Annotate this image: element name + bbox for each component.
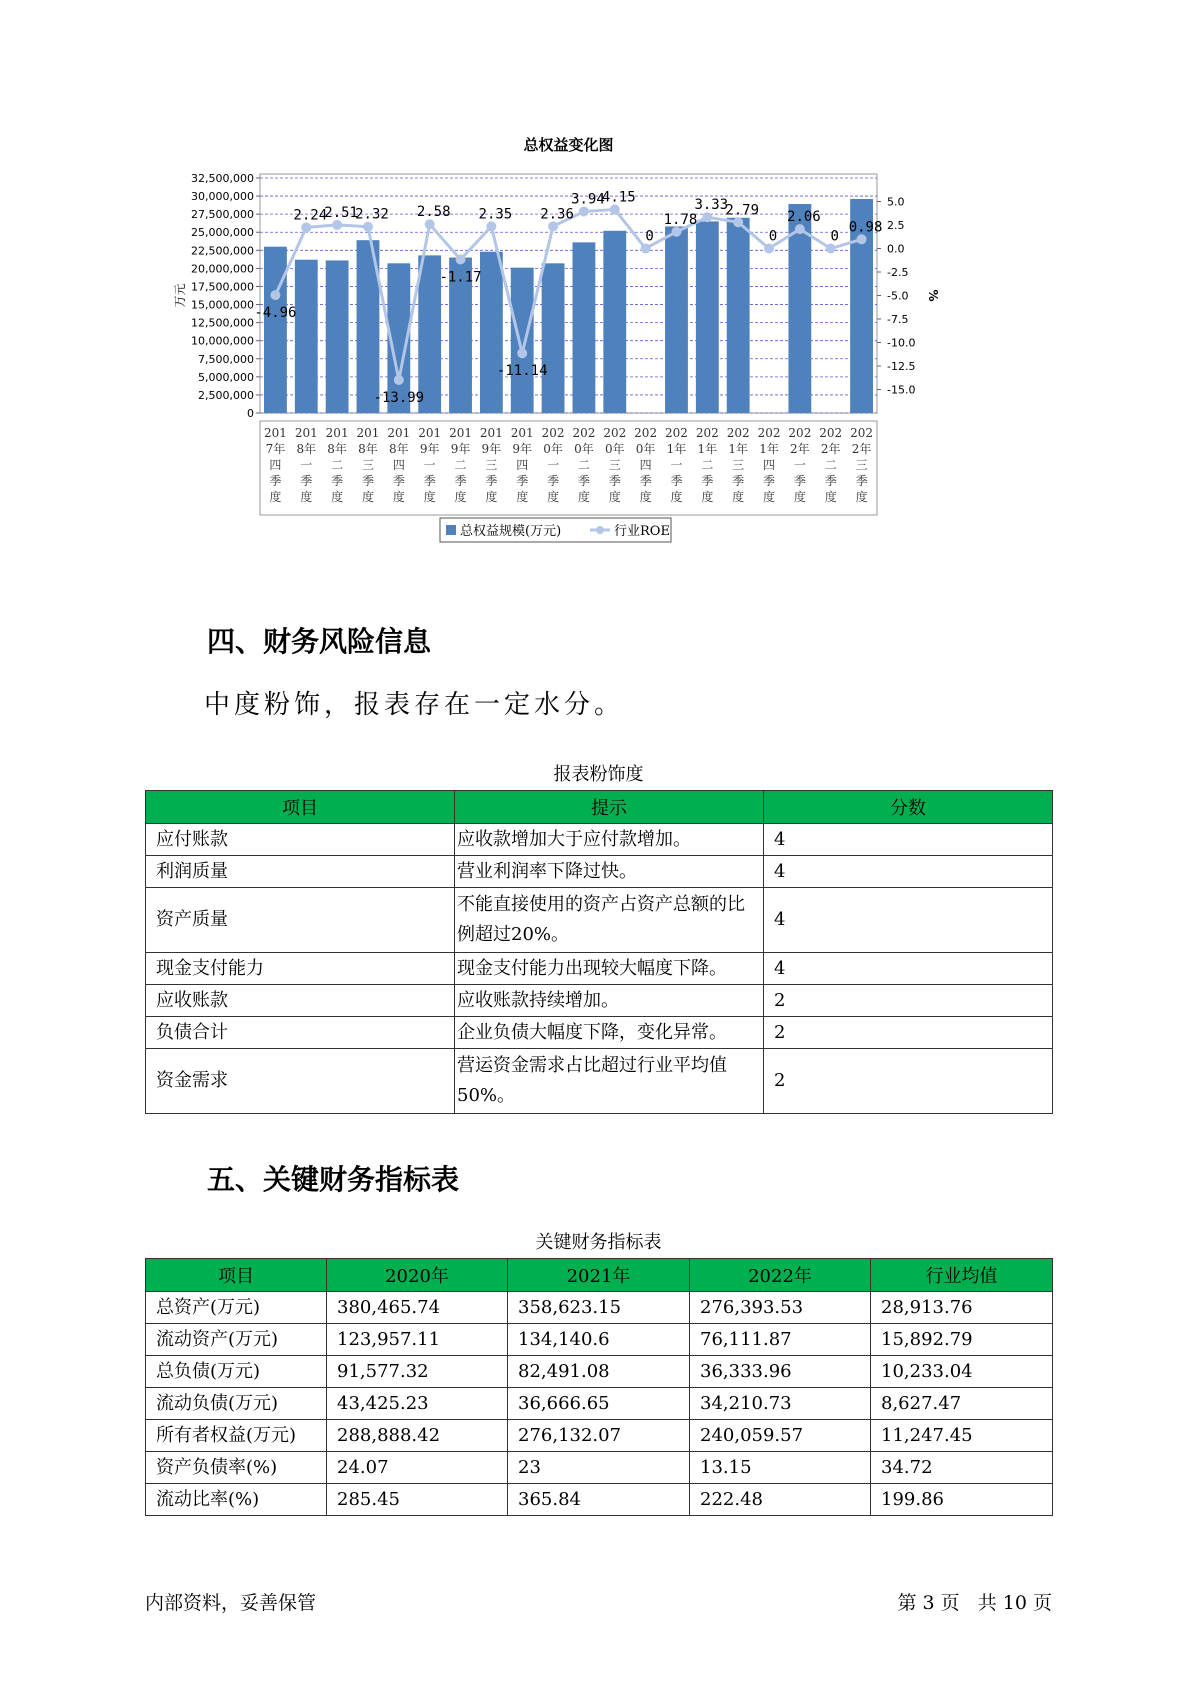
legend-line-label: 行业ROE	[614, 524, 670, 539]
roe-point	[733, 217, 743, 227]
risk-hint-cell: 营运资金需求占比超过行业平均值50%。	[455, 1049, 764, 1114]
y-left-tick-label: 15,000,000	[191, 298, 254, 312]
y-left-tick-label: 27,500,000	[191, 208, 254, 222]
x-tick-label: 201 9年一季度	[418, 426, 442, 504]
roe-point	[795, 224, 805, 234]
table-row	[146, 1017, 1053, 1049]
kpi-2020-cell: 123,957.11	[327, 1324, 508, 1356]
kpi-industry-avg-cell: 11,247.45	[871, 1420, 1053, 1452]
kpi-item-cell: 资产负债率(%)	[146, 1452, 327, 1484]
risk-summary: 中度粉饰，报表存在一定水分。	[204, 690, 625, 720]
table-row	[146, 1484, 1053, 1516]
kpi-item-cell: 流动负债(万元)	[146, 1388, 327, 1420]
bar	[326, 260, 349, 413]
col-header-2021: 2021年	[508, 1259, 690, 1292]
kpi-2020-cell: 24.07	[327, 1452, 508, 1484]
roe-data-label: 0.98	[848, 219, 883, 236]
y-left-tick-label: 32,500,000	[191, 172, 254, 185]
col-header-item: 项目	[146, 791, 455, 824]
legend-line-marker	[596, 526, 604, 534]
kpi-2021-cell: 23	[508, 1452, 690, 1484]
legend-bar-swatch	[446, 525, 456, 535]
table-row	[146, 1452, 1053, 1484]
roe-point	[702, 212, 712, 222]
bar	[603, 231, 626, 413]
roe-data-label: 2.24	[293, 207, 328, 224]
col-header-2020: 2020年	[327, 1259, 508, 1292]
roe-data-label: 4.15	[601, 189, 636, 206]
table-row	[146, 1292, 1053, 1324]
roe-point	[764, 244, 774, 254]
x-tick-label: 201 9年三季度	[479, 426, 503, 504]
risk-score-cell: 4	[764, 953, 1053, 985]
risk-score-cell: 4	[764, 888, 1053, 953]
table-row	[146, 953, 1053, 985]
y-left-tick-label: 10,000,000	[191, 334, 254, 348]
y-right-tick-label: 0.0	[887, 242, 905, 256]
kpi-2022-cell: 34,210.73	[690, 1388, 871, 1420]
kpi-2022-cell: 240,059.57	[690, 1420, 871, 1452]
roe-point	[456, 254, 466, 264]
kpi-2020-cell: 380,465.74	[327, 1292, 508, 1324]
roe-data-label: 0	[768, 228, 778, 245]
y-right-tick-label: 2.5	[887, 219, 905, 232]
x-tick-label: 201 8年二季度	[325, 426, 349, 504]
y-right-tick-label: 5.0	[887, 195, 905, 209]
risk-table-caption: 报表粉饰度	[553, 764, 644, 785]
risk-item-cell: 应付账款	[146, 824, 455, 856]
y-left-tick-label: 2,500,000	[198, 388, 254, 402]
y-right-tick-label: -12.5	[887, 360, 916, 373]
y-left-tick-label: 5,000,000	[198, 370, 254, 384]
y-right-tick-label: -10.0	[887, 336, 916, 350]
chart-title: 总权益变化图	[523, 136, 614, 154]
kpi-industry-avg-cell: 10,233.04	[871, 1356, 1053, 1388]
table-header-row	[146, 1259, 1053, 1292]
roe-point	[486, 221, 496, 231]
kpi-industry-avg-cell: 199.86	[871, 1484, 1053, 1516]
roe-point	[270, 290, 280, 300]
x-tick-label: 202 1年三季度	[726, 426, 750, 504]
y-right-tick-label: -15.0	[887, 383, 916, 397]
col-header-score: 分数	[764, 791, 1053, 824]
roe-point	[857, 234, 867, 244]
kpi-table	[145, 1258, 1053, 1516]
kpi-2021-cell: 365.84	[508, 1484, 690, 1516]
roe-data-label: -4.96	[254, 305, 297, 322]
x-tick-label: 201 7年四季度	[263, 426, 287, 504]
col-header-industry-avg: 行业均值	[871, 1259, 1053, 1292]
risk-hint-cell: 现金支付能力出现较大幅度下降。	[455, 953, 764, 985]
risk-table	[145, 790, 1053, 1114]
roe-point	[301, 222, 311, 232]
table-row	[146, 1049, 1053, 1114]
y-left-tick-label: 20,000,000	[191, 262, 254, 276]
x-tick-label: 202 1年四季度	[757, 426, 781, 504]
x-tick-label: 202 0年一季度	[541, 426, 565, 504]
roe-data-label: 3.33	[694, 197, 729, 214]
bar	[480, 252, 503, 413]
risk-score-cell: 2	[764, 1017, 1053, 1049]
risk-item-cell: 利润质量	[146, 856, 455, 888]
roe-data-label: 3.94	[571, 191, 605, 208]
roe-point	[641, 244, 651, 254]
bar	[665, 226, 688, 413]
y-left-tick-label: 25,000,000	[191, 226, 254, 240]
roe-point	[548, 221, 558, 231]
risk-score-cell: 2	[764, 1049, 1053, 1114]
x-tick-label: 202 0年二季度	[572, 426, 596, 504]
kpi-2021-cell: 36,666.65	[508, 1388, 690, 1420]
x-tick-label: 202 1年一季度	[665, 426, 688, 504]
kpi-2021-cell: 276,132.07	[508, 1420, 690, 1452]
x-tick-label: 201 8年一季度	[294, 426, 318, 504]
x-tick-label: 202 0年三季度	[603, 426, 627, 504]
kpi-item-cell: 流动比率(%)	[146, 1484, 327, 1516]
kpi-2022-cell: 13.15	[690, 1452, 871, 1484]
kpi-2022-cell: 222.48	[690, 1484, 871, 1516]
roe-data-label: 2.51	[324, 204, 358, 221]
table-row	[146, 1388, 1053, 1420]
y-right-axis-label: %	[926, 289, 940, 302]
x-tick-label: 201 8年三季度	[356, 426, 380, 504]
roe-data-label: 0	[830, 228, 839, 245]
roe-data-label: 2.06	[787, 209, 821, 226]
table-row	[146, 856, 1053, 888]
table-row	[146, 985, 1053, 1017]
kpi-industry-avg-cell: 28,913.76	[871, 1292, 1053, 1324]
y-left-tick-label: 30,000,000	[191, 190, 254, 204]
kpi-item-cell: 总资产(万元)	[146, 1292, 327, 1324]
kpi-table-caption: 关键财务指标表	[535, 1232, 662, 1253]
kpi-2022-cell: 76,111.87	[690, 1324, 871, 1356]
risk-item-cell: 资金需求	[146, 1049, 455, 1114]
kpi-item-cell: 流动资产(万元)	[146, 1324, 327, 1356]
risk-item-cell: 现金支付能力	[146, 953, 455, 985]
risk-score-cell: 4	[764, 824, 1053, 856]
roe-data-label: 2.79	[725, 202, 760, 219]
bar	[696, 221, 719, 413]
kpi-2020-cell: 285.45	[327, 1484, 508, 1516]
x-tick-label: 202 2年一季度	[788, 426, 812, 504]
roe-point	[610, 204, 620, 214]
y-left-tick-label: 0	[247, 407, 254, 420]
bar	[727, 218, 750, 413]
roe-point	[671, 227, 681, 237]
y-left-tick-label: 7,500,000	[198, 352, 254, 366]
table-row	[146, 1420, 1053, 1452]
col-header-item: 项目	[146, 1259, 327, 1292]
roe-point	[517, 348, 527, 358]
kpi-item-cell: 所有者权益(万元)	[146, 1420, 327, 1452]
y-left-tick-label: 22,500,000	[191, 244, 254, 258]
y-left-tick-label: 12,500,000	[191, 316, 254, 330]
roe-data-label: -13.99	[373, 390, 425, 407]
roe-data-label: 0	[645, 228, 654, 245]
roe-data-label: -1.17	[439, 269, 482, 286]
kpi-2021-cell: 358,623.15	[508, 1292, 690, 1324]
col-header-2022: 2022年	[690, 1259, 871, 1292]
kpi-2022-cell: 36,333.96	[690, 1356, 871, 1388]
col-header-hint: 提示	[455, 791, 764, 824]
x-axis-frame	[260, 421, 877, 515]
risk-item-cell: 资产质量	[146, 888, 455, 953]
risk-hint-cell: 不能直接使用的资产占资产总额的比例超过20%。	[455, 888, 764, 953]
x-tick-label: 201 9年二季度	[449, 426, 472, 504]
kpi-2021-cell: 134,140.6	[508, 1324, 690, 1356]
bar	[542, 263, 565, 413]
x-tick-label: 202 0年四季度	[634, 426, 658, 504]
table-row	[146, 1324, 1053, 1356]
kpi-industry-avg-cell: 15,892.79	[871, 1324, 1053, 1356]
kpi-2020-cell: 43,425.23	[327, 1388, 508, 1420]
footer-confidential-note: 内部资料，妥善保管	[145, 1592, 317, 1614]
table-row	[146, 888, 1053, 953]
risk-hint-cell: 应收账款持续增加。	[455, 985, 764, 1017]
x-tick-label: 201 9年四季度	[510, 426, 534, 504]
y-right-tick-label: -7.5	[887, 313, 909, 326]
roe-point	[425, 219, 435, 229]
legend-bar-label: 总权益规模(万元)	[460, 524, 562, 539]
risk-score-cell: 2	[764, 985, 1053, 1017]
table-row	[146, 824, 1053, 856]
y-right-tick-label: -5.0	[887, 289, 909, 303]
section5-title: 五、关键财务指标表	[207, 1163, 460, 1196]
roe-data-label: 2.58	[416, 204, 451, 221]
roe-point	[826, 244, 836, 254]
risk-hint-cell: 营业利润率下降过快。	[455, 856, 764, 888]
kpi-2021-cell: 82,491.08	[508, 1356, 690, 1388]
y-left-tick-label: 17,500,000	[191, 280, 254, 294]
roe-point	[363, 222, 373, 232]
risk-hint-cell: 应收款增加大于应付款增加。	[455, 824, 764, 856]
section4-title: 四、财务风险信息	[207, 625, 432, 658]
kpi-industry-avg-cell: 34.72	[871, 1452, 1053, 1484]
bar	[295, 260, 318, 413]
kpi-2022-cell: 276,393.53	[690, 1292, 871, 1324]
bar	[511, 268, 534, 413]
roe-data-label: 2.35	[478, 206, 513, 223]
kpi-2020-cell: 91,577.32	[327, 1356, 508, 1388]
roe-data-label: 1.78	[663, 211, 698, 228]
table-header-row	[146, 791, 1053, 824]
roe-data-label: -11.14	[496, 363, 548, 380]
x-tick-label: 202 2年三季度	[850, 426, 874, 504]
roe-data-label: 2.32	[355, 206, 389, 223]
roe-point	[332, 220, 342, 230]
kpi-2020-cell: 288,888.42	[327, 1420, 508, 1452]
risk-item-cell: 负债合计	[146, 1017, 455, 1049]
bar	[264, 247, 287, 413]
risk-score-cell: 4	[764, 856, 1053, 888]
roe-point	[394, 375, 404, 385]
roe-data-label: 2.36	[540, 206, 574, 223]
kpi-item-cell: 总负债(万元)	[146, 1356, 327, 1388]
risk-hint-cell: 企业负债大幅度下降，变化异常。	[455, 1017, 764, 1049]
risk-item-cell: 应收账款	[146, 985, 455, 1017]
equity-change-chart	[170, 130, 1050, 600]
x-tick-label: 202 2年二季度	[819, 426, 843, 504]
x-tick-label: 202 1年二季度	[695, 426, 719, 504]
footer-page-number: 第 3 页 共 10 页	[897, 1592, 1052, 1614]
kpi-industry-avg-cell: 8,627.47	[871, 1388, 1053, 1420]
x-tick-label: 201 8年四季度	[387, 426, 411, 504]
y-left-axis-label: 万元	[173, 283, 187, 308]
table-row	[146, 1356, 1053, 1388]
y-right-tick-label: -2.5	[887, 266, 909, 279]
roe-point	[579, 206, 589, 216]
bar	[573, 242, 596, 413]
